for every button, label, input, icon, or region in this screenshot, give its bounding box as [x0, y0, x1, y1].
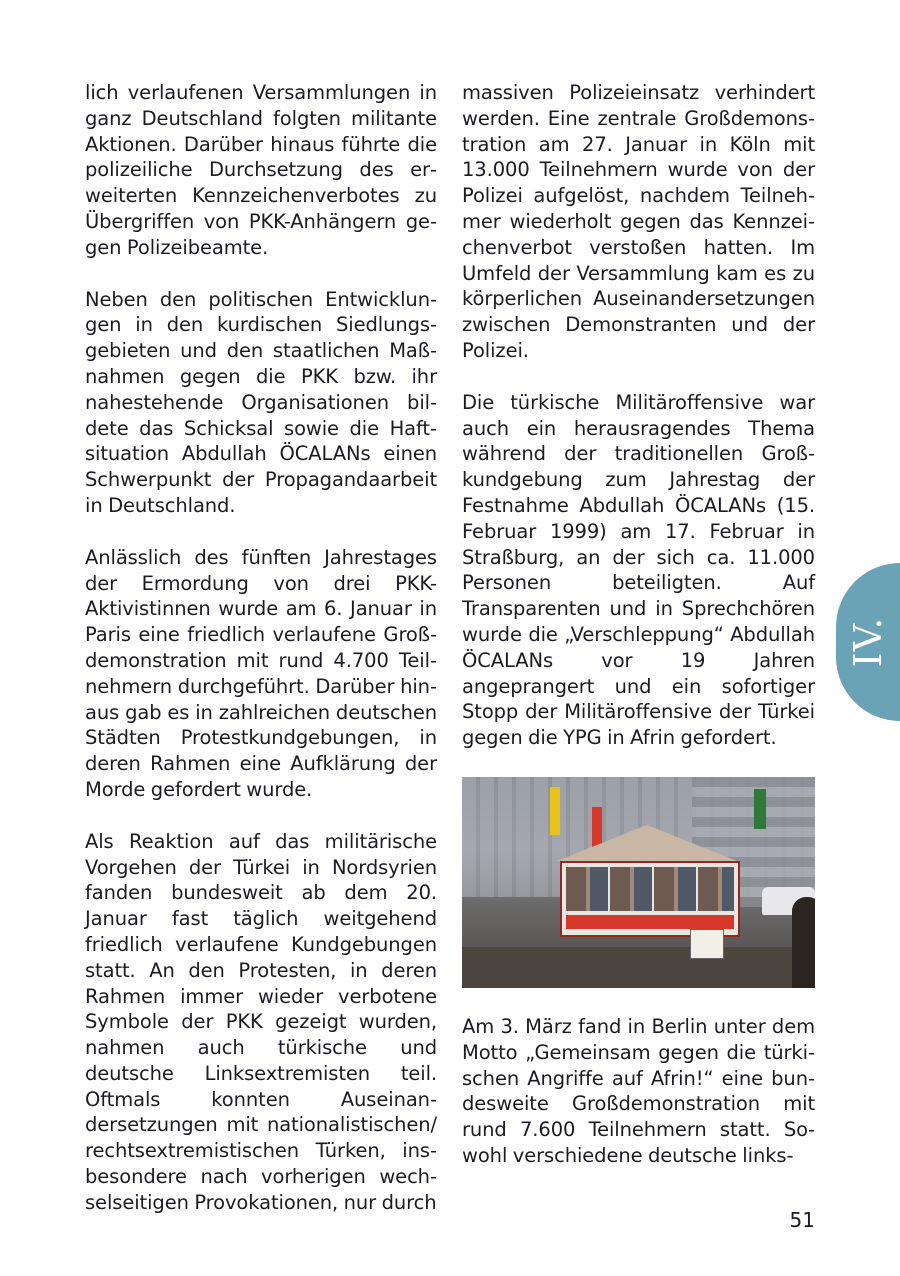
paragraph: Als Reaktion auf das militärische Vorgehen der Türkei in Nordsyrien fanden bundesweit ab dem 20. Januar fast täglich weitgehend friedlich verlaufene Kundgebungen statt. An den Protesten, in deren Rahmen immer wieder verbotene Symbole der PKK gezeigt wurden, nahmen auch türkische und deutsche Linksextremisten teil. Oftmals konnten Auseinandersetzungen mit nationalistischen/ rechtsextremistischen Türken, insbesondere nach vorherigen wechselseitigen Provokationen, nur durch — [85, 829, 437, 1214]
photo-banner-pictures — [566, 867, 734, 911]
chapter-tab-label: IV. — [846, 616, 890, 668]
photo-ground — [462, 947, 815, 988]
photo-banner-strip — [566, 915, 734, 929]
paragraph: Anlässlich des fünften Jahrestages der Ermordung von drei PKK-Aktivistinnen wurde am 6. Januar in Paris eine friedlich verlaufene Großdemonstration mit rund 4.700 Teilnehmern durchgeführt. Darüber hinaus gab es in zahlreichen deutschen Städten Protestkundgebungen, in deren Rahmen eine Aufklärung der Morde gefordert wurde. — [85, 545, 437, 801]
paragraph: Neben den politischen Entwicklungen in den kurdischen Siedlungsgebieten und den staatlichen Maßnahmen gegen die PKK bzw. ihr nahestehende Organisationen bildete das Schicksal sowie die Haftsituation Abdullah ÖCALANs einen Schwerpunkt der Propagandaarbeit in Deutschland. — [85, 287, 437, 517]
paragraph: lich verlaufenen Versammlungen in ganz Deutschland folgten militante Aktionen. Darüber hinaus führte die polizeiliche Durchsetzung des erweiterten Kennzeichenverbotes zu Übergriffen von PKK-Anhängern gegen Polizeibeamte. — [85, 81, 437, 259]
photo-banner — [560, 861, 740, 937]
photo-person — [792, 897, 815, 988]
paragraph: Am 3. März fand in Berlin unter dem Motto „Gemeinsam gegen die türkischen Angriffe auf Afrin!“ eine bundesweite Großdemonstration mit rund 7.600 Teilnehmern statt. Sowohl verschiedene deutsche links- — [462, 1014, 815, 1167]
paragraph: Die türkische Militäroffensive war auch ein herausragendes Thema während der traditionellen Großkundgebung zum Jahrestag der Festnahme Abdullah ÖCALANs (15. Februar 1999) am 17. Februar in Straßburg, an der sich ca. 11.000 Personen beteiligten. Auf Transparenten und in Sprechchören wurde die „Verschleppung“ Abdullah ÖCALANs vor 19 Jahren angeprangert und ein sofortiger Stopp der Militäroffensive der Türkei gegen die YPG in Afrin gefordert. — [462, 390, 815, 750]
photo-sign — [690, 929, 724, 959]
page-number: 51 — [789, 1208, 815, 1232]
paragraph: massiven Polizeieinsatz verhindert werden. Eine zentrale Großdemonstration am 27. Januar in Köln mit 13.000 Teilnehmern wurde von der Polizei aufgelöst, nachdem Teilnehmer wiederholt gegen das Kennzeichenverbot verstoßen hatten. Im Umfeld der Versammlung kam es zu körperlichen Auseinandersetzungen zwischen Demonstranten und der Polizei. — [462, 81, 815, 362]
right-text-column — [462, 80, 815, 1195]
photo-tent — [557, 825, 737, 861]
left-text-column — [85, 80, 437, 1242]
demonstration-photo — [462, 777, 815, 988]
photo-flag — [754, 789, 766, 829]
chapter-tab — [836, 563, 900, 721]
